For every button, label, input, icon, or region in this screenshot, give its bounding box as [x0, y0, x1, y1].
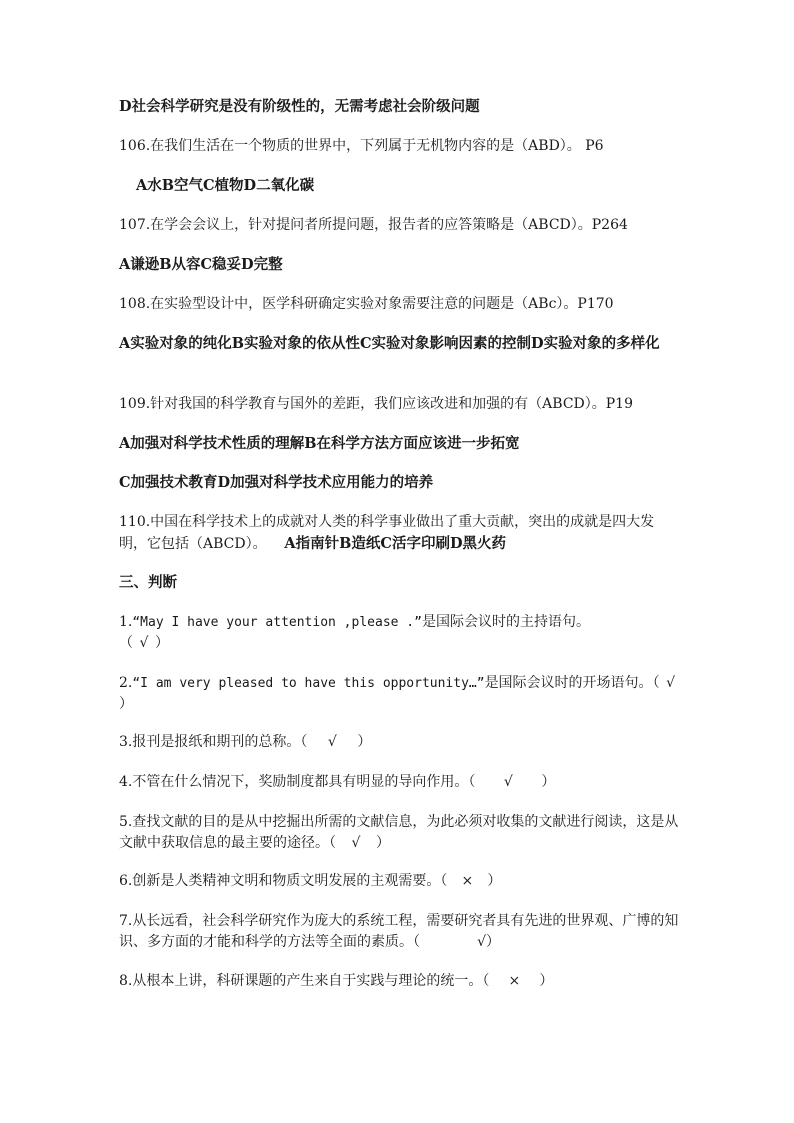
cross-mark: ×: [508, 973, 521, 989]
cross-mark: ×: [461, 873, 474, 889]
check-mark: √: [139, 635, 149, 651]
question-109: 109.针对我国的科学教育与国外的差距，我们应该改进和加强的有（ABCD）。P19: [119, 396, 633, 412]
question-110-text: 110.中国在科学技术上的成就对人类的科学事业做出了重大贡献，突出的成就是四大发明，它包括（ABCD）。: [119, 514, 655, 552]
judgment-item: 6.创新是人类精神文明和物质文明发展的主观需要。（ × ）: [119, 871, 689, 892]
answer-106: A水B空气C植物D二氧化碳: [136, 177, 315, 194]
check-mark: √: [351, 835, 361, 851]
check-mark: √: [327, 734, 337, 750]
quoted-sentence: “May I have your attention ,please .”: [132, 615, 422, 630]
judgment-item: 5.查找文献的目的是从中挖掘出所需的文献信息，为此必须对收集的文献进行阅读，这是从文献中获取信息的最主要的途径。（ √ ）: [119, 812, 679, 854]
answer-110: A指南针B造纸C活字印刷D黑火药: [284, 535, 507, 552]
section-heading: 三、判断: [119, 574, 177, 591]
check-mark: √: [503, 774, 513, 790]
question-110: [119, 512, 679, 555]
answer-109-part2: C加强技术教育D加强对科学技术应用能力的培养: [119, 474, 434, 491]
judgment-item: 4.不管在什么情况下，奖励制度都具有明显的导向作用。（ √ ）: [119, 772, 689, 793]
answer-107: A谦逊B从容C稳妥D完整: [119, 256, 283, 273]
judgment-item: 2.“I am very pleased to have this opportunity…”是国际会议时的开场语句。（ √）: [119, 673, 684, 715]
option-line-d: D社会科学研究是没有阶级性的，无需考虑社会阶级问题: [119, 98, 480, 115]
check-mark: √: [666, 675, 676, 691]
judgment-item: 3.报刊是报纸和期刊的总称。（ √ ）: [119, 732, 689, 753]
answer-108: A实验对象的纯化B实验对象的依从性C实验对象影响因素的控制D实验对象的多样化: [119, 335, 660, 352]
question-106: 106.在我们生活在一个物质的世界中，下列属于无机物内容的是（ABD）。 P6: [119, 138, 604, 154]
question-107: 107.在学会会议上，针对提问者所提问题，报告者的应答策略是（ABCD）。P264: [119, 217, 628, 233]
judgment-item: 1.“May I have your attention ,please .”是国际会议时的主持语句。 （ √ ）: [119, 612, 679, 654]
judgment-item: 7.从长远看，社会科学研究作为庞大的系统工程，需要研究者具有先进的世界观、广博的知识、多方面的才能和科学的方法等全面的素质。（ √）: [119, 911, 679, 953]
question-108: 108.在实验型设计中，医学科研确定实验对象需要注意的问题是（ABc）。P170: [119, 296, 614, 312]
judgment-item: 8.从根本上讲，科研课题的产生来自于实践与理论的统一。（ × ）: [119, 971, 689, 992]
quoted-sentence: “I am very pleased to have this opportunity…”: [132, 676, 485, 691]
check-mark: √: [477, 934, 486, 950]
answer-109-part1: A加强对科学技术性质的理解B在科学方法方面应该进一步拓宽: [119, 435, 520, 452]
